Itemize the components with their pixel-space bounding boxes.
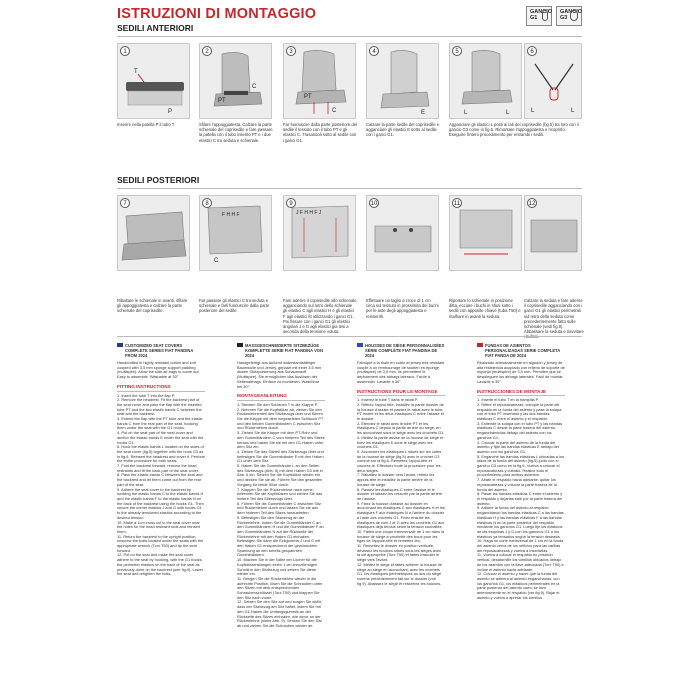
- svg-text:L: L: [506, 110, 510, 116]
- flag-icon: [237, 343, 243, 347]
- step-4-caption: Calzare la parte sedile del coprisedile e agganciare gli elastici E sotto al sedile con i ganci G1.: [366, 122, 440, 138]
- svg-text:C: C: [252, 84, 257, 90]
- step-8-caption: Far passare gli elastici C tra seduta e schienale e farli fuoriuscire dalla parte posteriore del sedile.: [199, 298, 270, 314]
- section-title-rear: SEDILI POSTERIORI: [117, 175, 200, 185]
- instructions-body: 1. Insérez le tube T dans le rabat P. 2. Retirez l'appui-tête, installez la partie dossier de la housse d'assise et passez le rabat avec le tube PT inséré et les deux élastiques C entre l'assise et le dossier. 3. Étendez le rabat avec le tube PT et les élastiques C depuis la partie arrière du siège, en les accrochant sous le siège avec les crochets G1. 4. Mettez la partie assise de la housse de siège et fixez les élastiques E sous le siège avec les crochets G1. 5. Accrochez les élastiques L situés sur les côtés de la housse de siège (fig.5) avec le crochet G3 comme sur la fig.6. Remettez l'appui-tête et couvrez-le. Effectuez toute la procédure pour les deux sièges. 7. Rabattez le dossier vers l'avant, retirez les appuis-tête et installez la partie arrière de la housse de siège. 8. Passez les élastiques C entre l'assise et le dossier et laissez-les ressortir par la partie arrière de l'assise. 9. Fixez la housse d'assise au dossier en accrochant les élastiques C aux élastiques H et les élastiques F aux élastiques N à l'arrière du dossier à l'aide des crochets G1. Fixez ensuite les élastiques de coin J et G avec les crochets G1 aux élastiques déjà tendus selon la tension souhaitée. 10. Faites une coupe transversale de 1 cm dans la housse de siège à proximité des trous pour les tiges de l'appuie-tête et remettez-les. 11. Remettez le dossier en position verticale, dévissez les boulons situés sous les sièges avec la clé appropriée (Torx T50) et faites basculer le siège vers l'avant. 12. Mettez le siège et faites adhérer la housse de siège au siège en accrochant, avec les crochets G1, les élastiques périmétriques au dos du siège comme précédemment fait sur le dossier (voir fig.9). Abaissez le siège et resserrez les boulons.: [357, 397, 445, 586]
- svg-text:E: E: [421, 110, 426, 116]
- step-12-caption: Calzare la seduta e fare aderire il coprisedile agganciando con i ganci G1 gli elastici perimetrali sul retro della seduta come precedentemente fatto sulle schienale (vedi fig.9). Abbassare la seduta e riavvitare: [524, 298, 584, 335]
- step-7-illustration: [117, 195, 190, 271]
- hook-g1-legend: [526, 6, 552, 26]
- hook-g3-label: GANCIO G3: [560, 9, 582, 21]
- page-title: ISTRUZIONI DI MONTAGGIO: [117, 6, 317, 22]
- step-number: 10: [369, 198, 379, 208]
- svg-text:F H H F: F H H F: [222, 212, 240, 218]
- step-2-illustration: [199, 43, 272, 119]
- instructions-title: INSTRUCTIONS POUR LE MONTAGE: [357, 390, 445, 397]
- step-number: 6: [527, 46, 537, 56]
- step-number: 7: [120, 198, 130, 208]
- instructions-body: 1. Inserte el tubo T en la trampilla P. 2. Retire el reposacabezas, coloque la parte del respaldo en la funda del asiento y pase la solapa con el tubo PT insertado y las dos bandas elásticas C entre el asiento y el respaldo. 3. Extiende la solapa con el tubo PT y las bandas elásticas C desde la parte trasera del asiento, enganchándolas debajo del asiento con los ganchos G1. 4. Colocar la parte del asiento de la funda del asiento y fijar las bandas elásticas E debajo del asiento con los ganchos G1. 5. Enganche las bandas elásticas L ubicadas a los lados de la funda del asiento (fig.5) junto con el gancho G3 como en la fig.6. Vuelva a colocar el reposacabezas y cúbralo. Realice todo el procedimiento para ambos asientos. 7. Abatir el respaldo hacia adelante, quitar los reposacabezas y colocar la parte trasera de la funda del asiento. 8. Pasar las bandas elásticas C entre el asiento y el respaldo y dejarlas salir por la parte trasera del asiento. 9. Adherir la funda del asiento al respaldo enganchando las bandas elásticas C a las bandas elásticas H y las bandas elásticas F a las bandas elásticas N en la parte posterior del respaldo mediante los ganchos G1. Luego fije los elásticos de las esquinas J y G con los ganchos G1 a los elásticos ya tensados según la tensión deseada. 10. Haga un corte transversal de 1 cm en la funda del asiento cerca de los orificios para las varillas del reposacabezas y vuelva a insertarlas. 11. Vuelva a colocar el respaldo en posición vertical, desatornille los tornillos ubicados debajo de los asientos con la llave adecuada (Torx T50) e incline el asiento hacia adelante. 12. Colocar el asiento y hacer que la funda del asiento se adhiera al asiento enganchando, con los ganchos G1, los elásticos perimetrales en la parte posterior del asiento como se hizo anteriormente en el respaldo (ver fig.9). Bajar el asiento y vuelva a apretar los tornillos.: [477, 397, 565, 600]
- instructions-title: INSTRUCCIONES DE MONTAJE: [477, 390, 565, 397]
- step-6-illustration: [524, 43, 582, 119]
- step-number: 2: [202, 46, 212, 56]
- flag-icon: [357, 343, 363, 347]
- section-title-front: SEDILI ANTERIORI: [117, 23, 194, 33]
- hook-g3-icon: [570, 10, 578, 21]
- step-3-caption: Far fuoriuscire dalla parte posteriore del sedile il tessuto con il tubo PT e gli elastici C. Trasandoli sotto al sedile con i ganci G1.: [283, 122, 358, 143]
- step-number: 8: [202, 198, 212, 208]
- step-10-illustration: [366, 195, 439, 271]
- step-number: 9: [286, 198, 296, 208]
- svg-text:PT: PT: [218, 98, 226, 104]
- hook-g3-diagram: [525, 44, 583, 120]
- column-heading: CUSTOMIZED SEAT COVERS COMPLETE SERIES FIAT PANDINA FROM 2024: [117, 343, 205, 358]
- hook-g1-label: GANCIO G1: [530, 9, 552, 21]
- column-intro: Fabriqué à la main en coton et jersey très résistant couplé à un rembourrage de soutien en éponge (multispire) de 3,5 mm. Ils permettent le déploiement des airbags latéraux. Facile à assembler. Lavable à 30°.: [357, 360, 445, 384]
- step-number: 5: [452, 46, 462, 56]
- column-intro: Handcrafted in highly resistant cotton and knit coupled with 3,5 mm sponge support padding (multispire). Allow the side air bags to come out. Easy to assemble. Washable at 30°.: [117, 360, 200, 380]
- headrest-holes-diagram: [367, 196, 440, 272]
- step-11-illustration: [449, 195, 522, 271]
- side-elastics-diagram: [450, 44, 523, 120]
- step-number: 4: [369, 46, 379, 56]
- hook-g1-icon: [542, 10, 548, 21]
- step-number: 11: [452, 198, 462, 208]
- rear-elastics-diagram: [200, 196, 273, 272]
- svg-text:L: L: [464, 110, 468, 116]
- instructions-body: 1. Insert the tube T into the flap P. 2. Remove the headrest. Fit the backrest part of the seat cover and pass the flap with the inserted tube PT and the two elastic bands C between the seat and the backrest. 3. Extend the flap with the PT tube and the elastic bands C from the rear part of the seat, hooking them under the seat with the G1 hooks. 4. Put on the seat part of the seat cover and anchor the elastic bands E under the seat with the hooks G1. 5. Hook the elastic bands L located on the sides of the seat cover (fig.5) together with the hook G3 as in fig.6. Reinsert the headrest and cover it. Perform the entire procedure for both seats. 7. Fold the backrest forward, remove the head restraints and fit the back part of the seat cover. 8. Pass the elastic bands C between the seat and the backrest and let them come out from the rear part of the seat. 9. Adhere the seat cover to the backrest by hooking the elastic bands C to the elastic bands H and the elastic bands F to the elastic bands N on the back of the backrest using the hooks G1. Then secure the corner elastics J and G with hooks G1 to the already tensioned elastics according to the desired tension. 10. Make a 1cm cross cut in the seat cover near the holes for the head restraint rods and reinsert them. 11. Return the backrest to the upright position, unscrew the bolts located under the seats with the appropriate wrench (Torx T50) and tip the seat forward. 12. Put on the seat and make the seat cover adhere to the seat by hooking, with the G1 hooks, the perimeter elastics on the back of the seat as previously done on the backrest (see fig.9). Lower the seat and retighten the bolts.: [117, 392, 206, 577]
- svg-text:J F H H F J: J F H H F J: [296, 210, 322, 216]
- divider: [117, 336, 582, 337]
- tube-flap-diagram: [118, 44, 191, 120]
- hook-g3-legend: [556, 6, 582, 26]
- step-3-illustration: [283, 43, 356, 119]
- svg-text:T: T: [134, 69, 138, 75]
- step-8-illustration: [199, 195, 272, 271]
- svg-text:L: L: [531, 108, 535, 114]
- column-french: [357, 343, 445, 586]
- seat-cover-diagram: [367, 44, 440, 120]
- step-12-illustration: [524, 195, 582, 271]
- rear-seat-diagram: [525, 196, 583, 272]
- column-heading: MASSGESCHNEIDERTE SITZBEZÜGE KOMPLETTE SERIE FIAT PANDINA VON 2024: [237, 343, 325, 358]
- column-german: [237, 343, 325, 629]
- rear-backrest-diagram: [118, 196, 191, 272]
- seat-backrest-diagram: [200, 44, 273, 120]
- column-intro: Realizado artesanalmente en algodón y jersey de alta resistencia acoplado con relleno de soporte de esponja (multispire) de 3,5 mm. Permiten que se desplieguen los airbags laterales. Fácil de montar. Lavable a 30°.: [477, 360, 565, 384]
- step-4-illustration: [366, 43, 439, 119]
- step-number: 12: [527, 198, 537, 208]
- column-spanish: [477, 343, 565, 600]
- step-1-caption: Inserire nella patella P il tubo T.: [117, 122, 176, 127]
- instructions-title: FITTING INSTRUCTIONS: [117, 385, 205, 392]
- svg-text:PT: PT: [304, 94, 312, 100]
- rear-hooks-diagram: [284, 196, 357, 272]
- svg-text:C: C: [332, 108, 337, 114]
- column-heading: FUNDAS DE ASIENTOS PERSONALIZADAS SERIE COMPLETA FIAT PANDA DE 2024: [477, 343, 565, 358]
- step-10-caption: Effettuare un taglio a croce di 1 cm circa sul tessuto in prossimita dei buchi per le aste degli appoggiatesta e reinserirli.: [366, 298, 439, 319]
- divider: [117, 188, 582, 189]
- step-9-illustration: [283, 195, 356, 271]
- step-2-caption: Sfilare l'appoggiatesta. Calzare la parte schienale del coprisedile e fare passare la patella con il tubo inserito PT e i due elastici C tra seduta e schienale.: [199, 122, 273, 143]
- step-1-illustration: [117, 43, 190, 119]
- divider: [117, 36, 582, 37]
- column-intro: Handgefertigt aus äußerst widerstandsfähiger Baumwolle und Jersey, gepaart mit einer 3,5 mm dicken Stützpolsterung aus Schaumstoff (Multispire). Sie ermöglichen das Auslösen der Seitenairbags. Einfach zu montieren. Waschbar bei 30°.: [237, 360, 322, 389]
- instructions-title: MONTAGEANLEITUNG: [237, 394, 325, 401]
- instructions-body: 1. Stecken Sie den Schlauch T in die Klappe P. 2. Nehmen Sie die Kopfstütze ab, ziehen Sie den Rückenlehnenteil des Sitzbezugs über und führen Sie die Klappe mit dem eingesetzten Schlauch PT und den beiden Gummibändern C zwischen Sitz und Rückenlehne durch. 3. Ziehen Sie die Klappe mit dem PT-Rohr und den Gummibändern C vom hinteren Teil des Sitzes heraus und haken Sie sie mit den G1-Haken unter dem Sitz ein. 4. Ziehen Sie das Sitzteil des Sitzbezugs über und befestigen Sie die Gummibänder E mit den Haken G1 unter dem Sitz. 5. Haken Sie die Gummibänder L an den Seiten des Sitzbezugs (Abb. 5) mit dem Haken G3 wie in Abb. 6 ein. Setzen Sie die Kopfstütze wieder ein und decken Sie sie ab. Führen Sie den gesamten Vorgang für beide Sitze durch. 7. Klappen Sie die Rückenlehne nach vorne, entfernen Sie die Kopfstützen und ziehen Sie das hintere Teil des Sitzbezugs über. 8. Führen Sie die Gummibänder C zwischen Sitz und Rückenlehne durch und lassen Sie sie aus dem hinteren Teil des Sitzes heraustreten. 9. Befestigen Sie den Sitzbezug an der Rückenlehne, indem Sie die Gummibänder C an den Gummibändern H und die Gummibänder F an den Gummibändern N auf der Rückseite der Rückenlehne mit den Haken G1 einhaken. Befestigen Sie dann die Eckgummis J und G mit den Haken G1 entsprechend der gewünschten Spannung an den bereits gespannten Gummibändern. 10. Machen Sie in der Nähe der Löcher für die Kopfstützenstangen einen 1 cm kreuzförmigen Schnitt in den Sitzbezug und setzen Sie diese wieder ein. 11. Bringen Sie die Rückenlehne wieder in die aufrechte Position, lösen Sie die Schrauben unter den Sitzen mit dem entsprechenden Schraubenschlüssel (Torx T50) und klappen Sie den Sitz nach vorne. 12. Setzen Sie den Sitz auf und sorgen Sie dafür, dass der Sitzbezug am Sitz haftet, indem Sie mit den G1-Haken die Umfangsgummis an der Rückseite des Sitzes einhaken, wie zuvor an der Rückenlehne (siehe Abb. 9). Senken Sie den Sitz ab und ziehen Sie die Schrauben wieder an.: [237, 401, 325, 628]
- step-7-caption: Ribaltare le schienale in avanti, sfilare gli appoggiatesta e calzare la parte schienale del coprisedile.: [117, 298, 188, 314]
- flag-icon: [117, 343, 123, 347]
- column-english: [117, 343, 205, 577]
- bolts-diagram: [450, 196, 523, 272]
- step-number: 1: [120, 46, 130, 56]
- step-5-illustration: [449, 43, 522, 119]
- seat-rear-diagram: [284, 44, 357, 120]
- step-9-caption: Fare aderire il coprisedile allo schienale agganciando sul retro dello schienale gli elastici C agli elastici H e gli elastici F agli elastici fit utilizzando i ganci G1. Poi fissare con i ganci G1 gli elastici angolari J e G agli elastici gia tesi a seconda della tensione voluta.: [283, 298, 357, 335]
- svg-text:L: L: [571, 108, 575, 114]
- column-heading: HOUSSES DE SIÈGE PERSONNALISÉES SÉRIE COMPLÈTE FIAT PANDINA DE 2024: [357, 343, 445, 358]
- step-number: 3: [286, 46, 296, 56]
- svg-text:C: C: [214, 258, 219, 264]
- svg-text:P: P: [168, 109, 173, 115]
- step-11-caption: Riportare lo schienale in posizione ditta, ecciare i buchi in shuti sotto i sedili con apposite chiave (tuba T50) e ritalhare in avanti la seduta.: [449, 298, 521, 319]
- step-5-caption: Agganciare gli elastici L posti ai lati del coprisedile (fig.5) tra loro con il gancio G3 come in fig.6. Rimontare l'appoggiatesta e ricoprirlo. Eseguire l'intero procedimento per entrambi i sedili.: [449, 122, 579, 138]
- flag-icon: [477, 343, 483, 347]
